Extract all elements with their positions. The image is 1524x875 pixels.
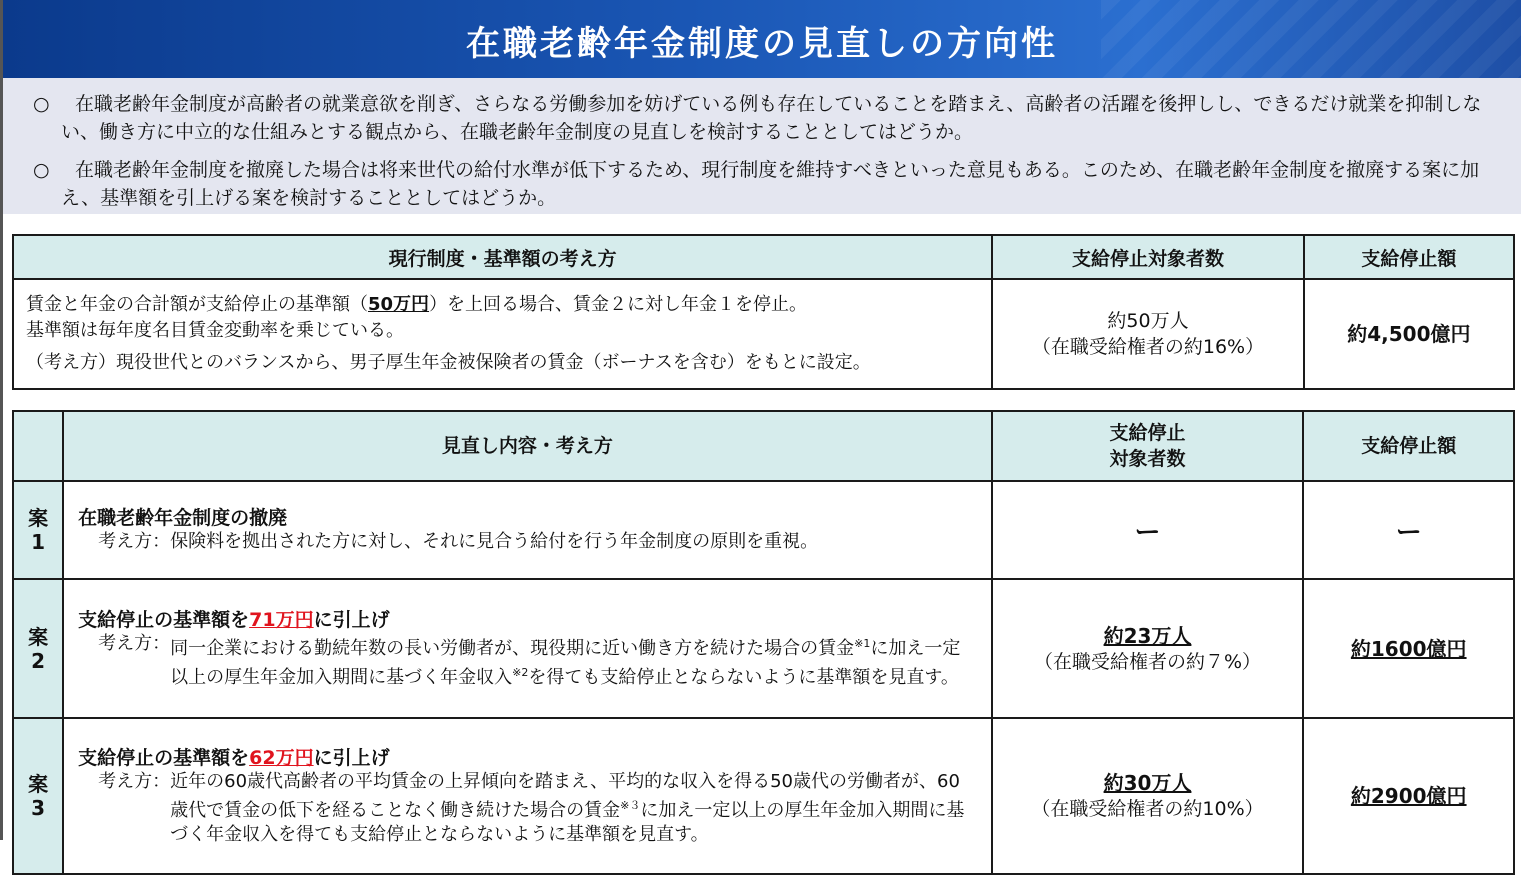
proposal-3-new-amount: 62万円 xyxy=(249,746,314,769)
header-concept: 現行制度・基準額の考え方 xyxy=(13,235,992,279)
proposal-2-new-amount: 71万円 xyxy=(249,608,314,631)
footnote-ref: ※1 xyxy=(854,636,871,650)
bullet-icon: ○ xyxy=(33,159,50,181)
header-count: 支給停止対象者数 xyxy=(992,235,1303,279)
proposal-3-rationale: 考え方： 近年の60歳代高齢者の平均賃金の上昇傾向を踏まえ、平均的な収入を得る50歳代の労働者が、60歳代で賃金の低下を経ることなく働き続けた場合の賃金$^{※3}$に加え一定以上の厚生年金加入期間に基づく年金収入を得ても支給停止とならないように基準額を見直す。 xyxy=(98,770,965,845)
table-row xyxy=(13,279,1514,389)
current-line-1: 賃金と年金の合計額が支給停止の基準額（50万円）を上回る場合、賃金２に対し年金１を停止。 xyxy=(26,294,808,315)
footnote-ref: ※３ xyxy=(620,798,641,812)
header-count: 支給停止 対象者数 xyxy=(992,411,1304,481)
proposal-2-rationale: 考え方： 同一企業における勤続年数の長い労働者が、現役期に近い働き方を続けた場合の賃金$^{※1}$に加え一定以上の厚生年金加入期間に基づく年金収入$^{※2}$を得ても支給停止とならないように基準額を見直す。 xyxy=(98,632,961,688)
intro-paragraph-2 xyxy=(33,156,1511,212)
footnote-ref: ※2 xyxy=(512,665,529,679)
proposal-2-count: 約23万人 （在職受給権者の約７%） xyxy=(992,579,1304,718)
intro-paragraph-1 xyxy=(33,90,1511,146)
current-count-sub: （在職受給権者の約16%） xyxy=(1031,336,1265,358)
intro-box xyxy=(3,78,1521,214)
intro-paragraph-1-text: 在職老齢年金制度が高齢者の就業意欲を削ぎ、さらなる労働参加を妨げている例も存在していることを踏まえ、高齢者の活躍を後押しし、できるだけ就業を抑制しない、働き方に中立的な仕組みとする観点から、在職老齢年金制度の見直しを検討することとしてはどうか。 xyxy=(61,93,1482,143)
proposal-1-title: 在職老齢年金制度の撤廃 xyxy=(78,507,288,529)
current-count-cell xyxy=(992,279,1303,389)
table-row xyxy=(13,718,1514,874)
proposal-2-content xyxy=(63,579,991,718)
proposal-label-1: 案 1 xyxy=(13,481,63,579)
header-concept: 見直し内容・考え方 xyxy=(63,411,991,481)
proposal-1-rationale: 考え方： 保険料を拠出された方に対し、それに見合う給付を行う年金制度の原則を重視。 xyxy=(98,531,819,552)
current-line-2: 基準額は毎年度名目賃金変動率を乗じている。 xyxy=(26,320,404,341)
proposal-3-title: 支給停止の基準額を62万円に引上げ xyxy=(78,746,390,769)
table-row xyxy=(13,481,1514,579)
proposals-table xyxy=(12,410,1515,875)
proposal-1-amount: ー xyxy=(1303,481,1514,579)
proposal-label-3: 案 3 xyxy=(13,718,63,874)
current-system-table xyxy=(12,234,1515,390)
proposal-3-count: 約30万人 （在職受給権者の約10%） xyxy=(992,718,1304,874)
current-count-main: 約50万人 xyxy=(1107,310,1189,332)
header-amount: 支給停止額 xyxy=(1303,411,1514,481)
page-title: 在職老齢年金制度の見直しの方向性 xyxy=(466,24,1058,64)
proposal-1-content xyxy=(63,481,991,579)
proposal-3-amount: 約2900億円 xyxy=(1303,718,1514,874)
table-header-row xyxy=(13,235,1514,279)
table-row xyxy=(13,579,1514,718)
header-blank xyxy=(13,411,63,481)
current-line-3: （考え方）現役世代とのバランスから、男子厚生年金被保険者の賃金（ボーナスを含む）をもとに設定。 xyxy=(26,352,871,373)
title-banner xyxy=(3,0,1521,78)
current-description xyxy=(13,279,992,389)
proposal-2-amount: 約1600億円 xyxy=(1303,579,1514,718)
header-amount: 支給停止額 xyxy=(1304,235,1514,279)
table-header-row xyxy=(13,411,1514,481)
current-amount-cell: 約4,500億円 xyxy=(1304,279,1514,389)
bullet-icon: ○ xyxy=(33,93,50,115)
intro-paragraph-2-text: 在職老齢年金制度を撤廃した場合は将来世代の給付水準が低下するため、現行制度を維持すべきといった意見もある。このため、在職老齢年金制度を撤廃する案に加え、基準額を引上げる案を検討することとしてはどうか。 xyxy=(61,159,1480,209)
proposal-3-content xyxy=(63,718,991,874)
base-amount-value: 50万円 xyxy=(368,294,430,315)
proposal-2-title: 支給停止の基準額を71万円に引上げ xyxy=(78,608,390,631)
proposal-1-count: ー xyxy=(992,481,1304,579)
proposal-label-2: 案 2 xyxy=(13,579,63,718)
